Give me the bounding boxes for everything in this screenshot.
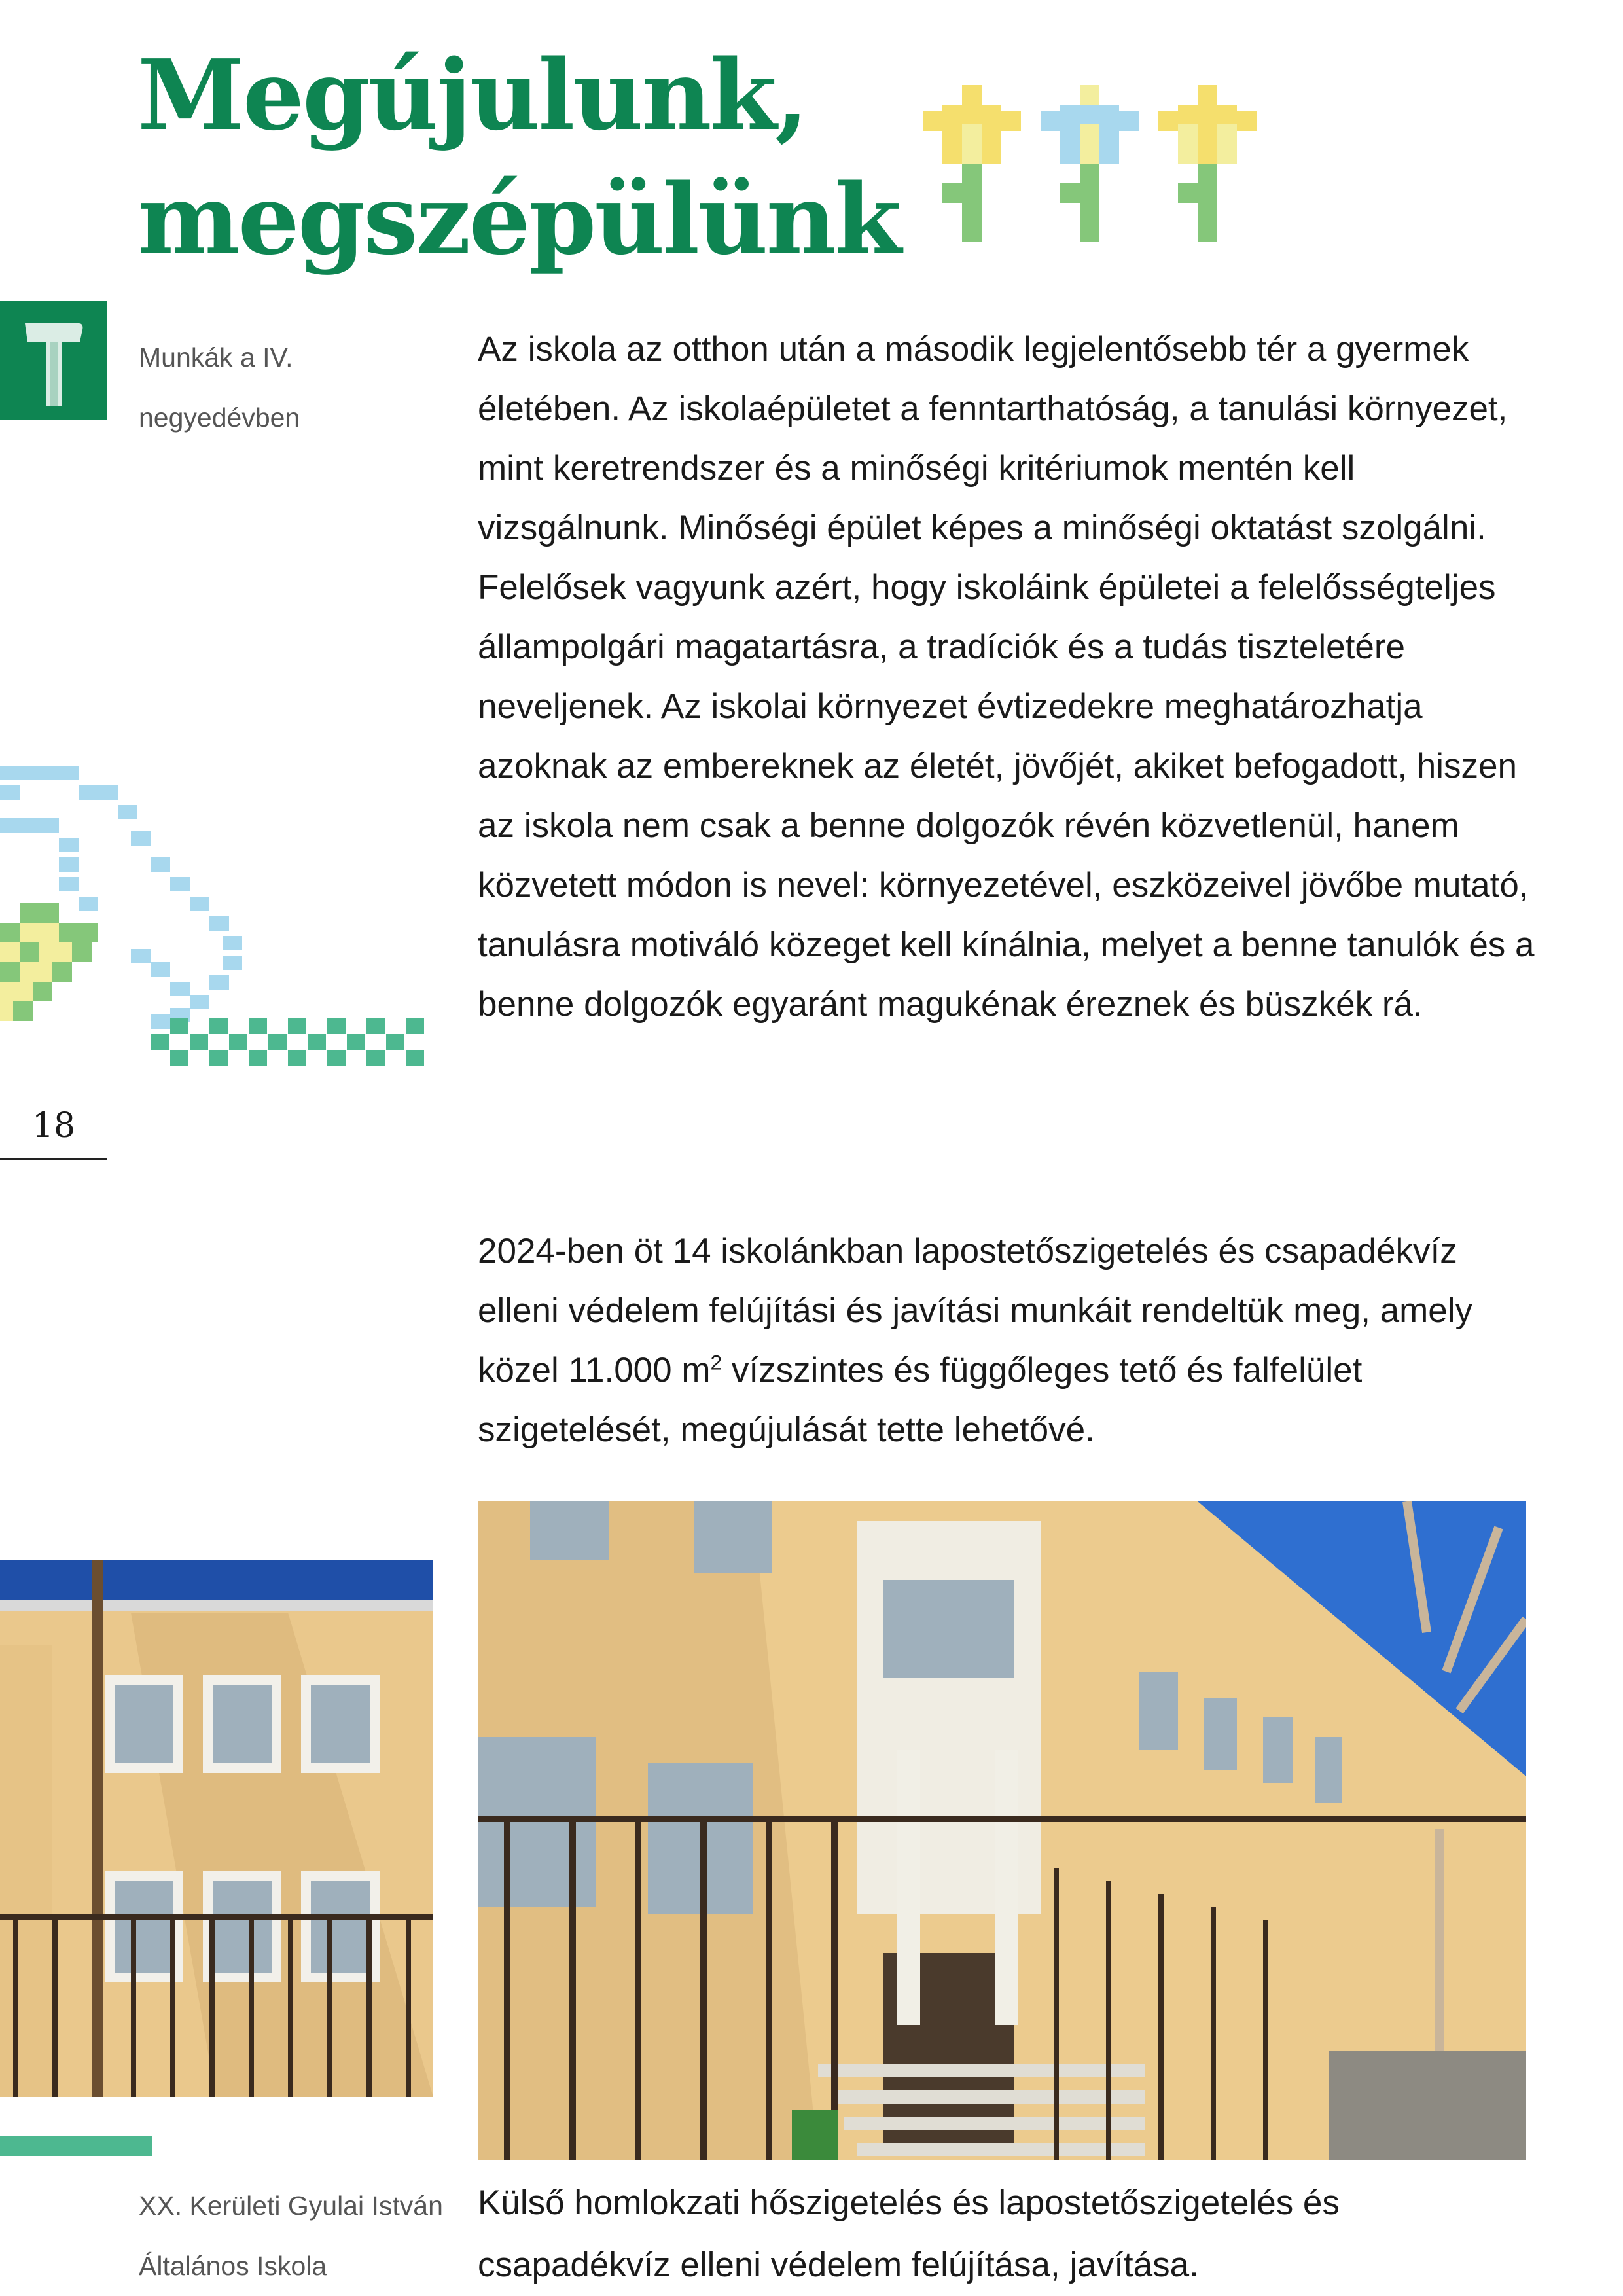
pixel-flower-light xyxy=(1158,85,1257,242)
school-facade-left-image xyxy=(0,1560,433,2097)
school-name-line-1: XX. Kerületi Gyulai István xyxy=(139,2191,443,2221)
school-name-line-2: Általános Iskola xyxy=(139,2251,327,2281)
caption-accent-bar xyxy=(0,2136,152,2156)
pixel-flower-yellow xyxy=(923,85,1021,242)
renovation-paragraph xyxy=(478,1221,1538,1460)
page-title xyxy=(137,33,900,281)
title-line-2: megszépülünk xyxy=(137,162,900,276)
title-line-1: Megújulunk, xyxy=(137,38,807,152)
photo-caption: Külső homlokzati hőszigetelés és lapostetőszigetelés és csapadékvíz elleni védelem felújítása, javítása. xyxy=(478,2183,1340,2284)
renovation-text-start: 2024-ben öt 14 iskolánkban lapostetőszigetelés és csapadékvíz elleni védelem felújítási és javítási munkáit rendeltük meg, amely közel 11.000 m xyxy=(478,1232,1473,1390)
school-photo-right xyxy=(478,1501,1526,2160)
section-label-line-1: Munkák a IV. xyxy=(139,342,293,372)
unit-superscript: 2 xyxy=(710,1350,722,1374)
section-badge xyxy=(0,301,107,420)
school-facade-right-image xyxy=(478,1501,1526,2160)
hammer-icon xyxy=(0,301,107,420)
renovation-text-end: vízszintes és függőleges tető és falfelület szigetelését, megújulását tette lehetővé. xyxy=(478,1351,1363,1449)
pixel-flowers-decoration xyxy=(923,85,1276,242)
school-photo-left xyxy=(0,1560,433,2097)
pixel-hammer-decoration xyxy=(0,766,438,1080)
page-number: 18 xyxy=(0,1093,107,1160)
intro-paragraph: Az iskola az otthon után a második legjelentősebb tér a gyermek életében. Az iskolaépületet a fenntarthatóság, a tanulási környezet, mint keretrendszer és a minőségi kritériumok mentén kell vizsgálnunk. Minőségi épület képes a minőségi oktatást szolgálni. Felelősek vagyunk azért, hogy iskoláink épületei a felelősségteljes állampolgári magatartásra, a tradíciók és a tudás tiszteletére neveljenek. Az iskolai környezet évtizedekre meghatározhatja azoknak az embereknek az életét, jövőjét, akiket befogadott, hiszen az iskola nem csak a benne dolgozók révén közvetlenül, hanem közvetett módon is nevel: környezetével, eszközeivel jövőbe mutató, tanulásra motiváló közeget kell kínálnia, melyet a benne tanulók és a benne dolgozók egyaránt magukénak éreznek és büszkék rá. xyxy=(478,330,1535,1024)
section-label-line-2: negyedévben xyxy=(139,403,300,433)
pixel-flower-blue xyxy=(1041,85,1139,242)
